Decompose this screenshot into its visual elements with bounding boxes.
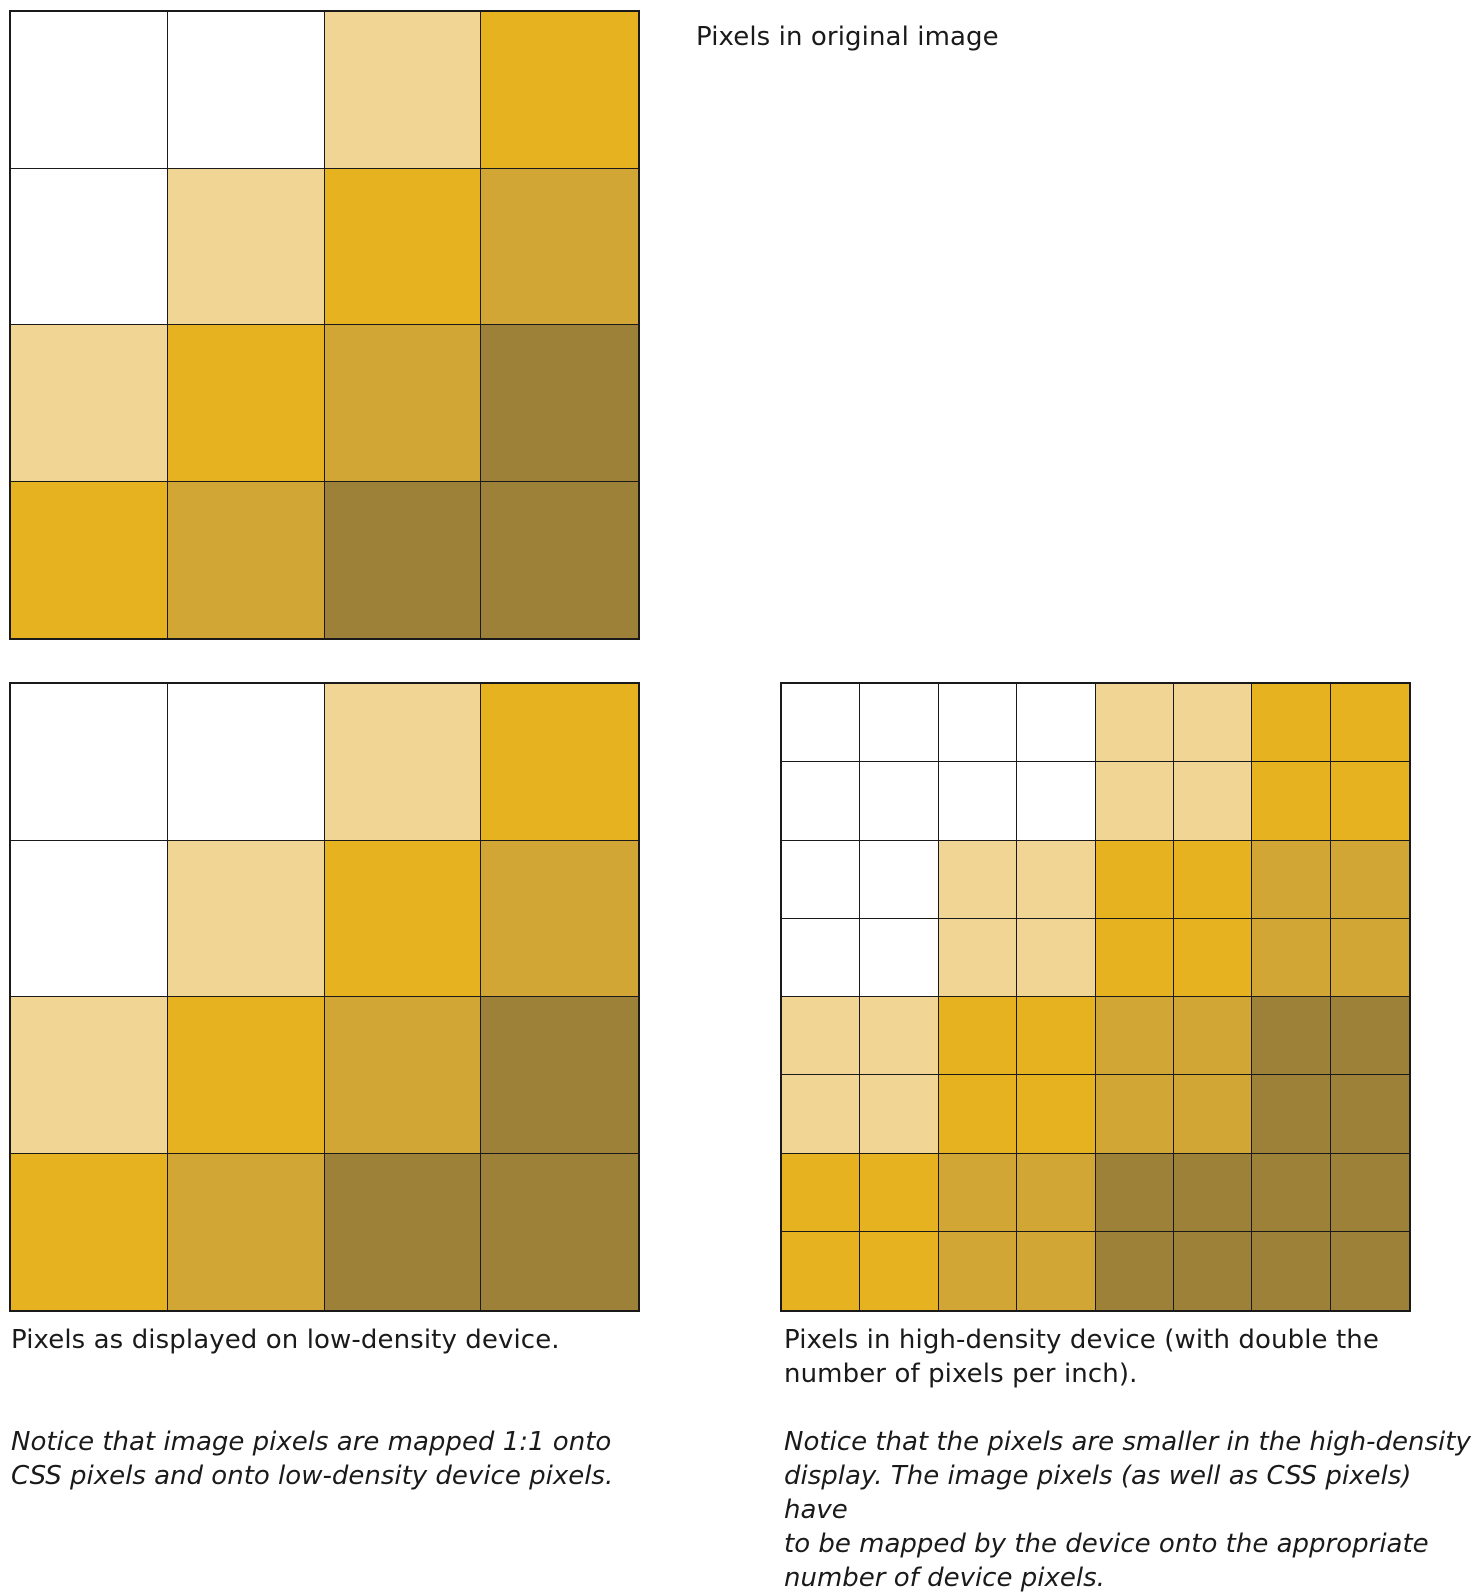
pixel-cell (481, 169, 638, 326)
pixel-cell (1252, 919, 1330, 997)
pixel-cell (325, 169, 482, 326)
pixel-cell (1017, 841, 1095, 919)
pixel-cell (1096, 841, 1174, 919)
pixel-cell (325, 684, 482, 841)
pixel-cell (325, 1154, 482, 1311)
low-density-caption: Pixels as displayed on low-density device. (11, 1325, 560, 1355)
pixel-cell (1331, 841, 1409, 919)
pixel-cell (481, 482, 638, 639)
low-density-pixel-grid (9, 682, 640, 1312)
pixel-cell (1174, 1154, 1252, 1232)
pixel-cell (1331, 919, 1409, 997)
pixel-cell (481, 325, 638, 482)
pixel-cell (1252, 1075, 1330, 1153)
pixel-cell (1017, 1075, 1095, 1153)
pixel-cell (860, 1154, 938, 1232)
high-density-caption-line: number of pixels per inch). (784, 1359, 1138, 1389)
pixel-cell (11, 841, 168, 998)
pixel-cell (168, 169, 325, 326)
pixel-cell (1174, 1232, 1252, 1310)
low-density-note-line: CSS pixels and onto low-density device pixels. (11, 1461, 614, 1491)
pixel-cell (782, 997, 860, 1075)
pixel-cell (1174, 919, 1252, 997)
pixel-cell (11, 169, 168, 326)
pixel-cell (481, 1154, 638, 1311)
pixel-cell (1017, 1154, 1095, 1232)
pixel-cell (1331, 997, 1409, 1075)
pixel-cell (860, 997, 938, 1075)
high-density-note-line: to be mapped by the device onto the appropriate (784, 1529, 1429, 1559)
pixel-cell (1174, 997, 1252, 1075)
pixel-cell (939, 1154, 1017, 1232)
low-density-note (11, 1425, 711, 1493)
pixel-cell (11, 997, 168, 1154)
pixel-cell (168, 1154, 325, 1311)
high-density-note-line: Notice that the pixels are smaller in the high-density (784, 1427, 1471, 1457)
pixel-cell (1096, 919, 1174, 997)
pixel-cell (782, 1232, 860, 1310)
high-density-note-line: number of device pixels. (784, 1563, 1105, 1593)
pixel-cell (1017, 919, 1095, 997)
pixel-cell (481, 684, 638, 841)
pixel-cell (939, 997, 1017, 1075)
pixel-cell (11, 325, 168, 482)
pixel-cell (1096, 1232, 1174, 1310)
pixel-cell (168, 841, 325, 998)
pixel-cell (1017, 997, 1095, 1075)
high-density-caption (784, 1323, 1474, 1391)
pixel-cell (1252, 684, 1330, 762)
pixel-cell (11, 482, 168, 639)
pixel-cell (1252, 1232, 1330, 1310)
original-image-label: Pixels in original image (696, 22, 999, 52)
pixel-cell (939, 841, 1017, 919)
pixel-cell (1017, 684, 1095, 762)
pixel-cell (1331, 684, 1409, 762)
pixel-cell (860, 841, 938, 919)
pixel-cell (782, 841, 860, 919)
pixel-cell (939, 762, 1017, 840)
pixel-cell (782, 1154, 860, 1232)
pixel-cell (1252, 997, 1330, 1075)
pixel-cell (1017, 1232, 1095, 1310)
pixel-cell (939, 1075, 1017, 1153)
pixel-cell (1096, 1154, 1174, 1232)
pixel-cell (1096, 684, 1174, 762)
pixel-cell (325, 325, 482, 482)
pixel-cell (11, 12, 168, 169)
pixel-cell (860, 1075, 938, 1153)
pixel-cell (939, 919, 1017, 997)
pixel-cell (939, 684, 1017, 762)
pixel-cell (860, 1232, 938, 1310)
pixel-cell (168, 325, 325, 482)
pixel-cell (325, 482, 482, 639)
pixel-cell (11, 684, 168, 841)
pixel-cell (1331, 1154, 1409, 1232)
pixel-cell (481, 841, 638, 998)
pixel-cell (1174, 762, 1252, 840)
pixel-cell (1174, 841, 1252, 919)
pixel-cell (782, 684, 860, 762)
pixel-cell (1017, 762, 1095, 840)
pixel-cell (325, 12, 482, 169)
pixel-cell (1252, 841, 1330, 919)
pixel-cell (168, 684, 325, 841)
pixel-cell (782, 1075, 860, 1153)
pixel-cell (1174, 684, 1252, 762)
pixel-cell (1096, 1075, 1174, 1153)
pixel-cell (481, 997, 638, 1154)
pixel-cell (1331, 1075, 1409, 1153)
pixel-cell (481, 12, 638, 169)
pixel-cell (939, 1232, 1017, 1310)
pixel-cell (782, 919, 860, 997)
low-density-note-line: Notice that image pixels are mapped 1:1 onto (11, 1427, 612, 1457)
high-density-caption-line: Pixels in high-density device (with double the (784, 1325, 1379, 1355)
high-density-note (784, 1425, 1478, 1595)
pixel-cell (325, 841, 482, 998)
high-density-pixel-grid (780, 682, 1411, 1312)
pixel-cell (1331, 762, 1409, 840)
pixel-cell (168, 12, 325, 169)
pixel-cell (325, 997, 482, 1154)
pixel-cell (1174, 1075, 1252, 1153)
pixel-cell (782, 762, 860, 840)
high-density-note-line: display. The image pixels (as well as CSS pixels) have (784, 1461, 1412, 1525)
pixel-cell (860, 762, 938, 840)
pixel-cell (860, 684, 938, 762)
pixel-cell (1096, 997, 1174, 1075)
pixel-cell (168, 482, 325, 639)
pixel-cell (168, 997, 325, 1154)
original-image-pixel-grid (9, 10, 640, 640)
pixel-cell (1252, 762, 1330, 840)
pixel-cell (1252, 1154, 1330, 1232)
pixel-cell (1331, 1232, 1409, 1310)
pixel-cell (1096, 762, 1174, 840)
pixel-cell (860, 919, 938, 997)
pixel-cell (11, 1154, 168, 1311)
